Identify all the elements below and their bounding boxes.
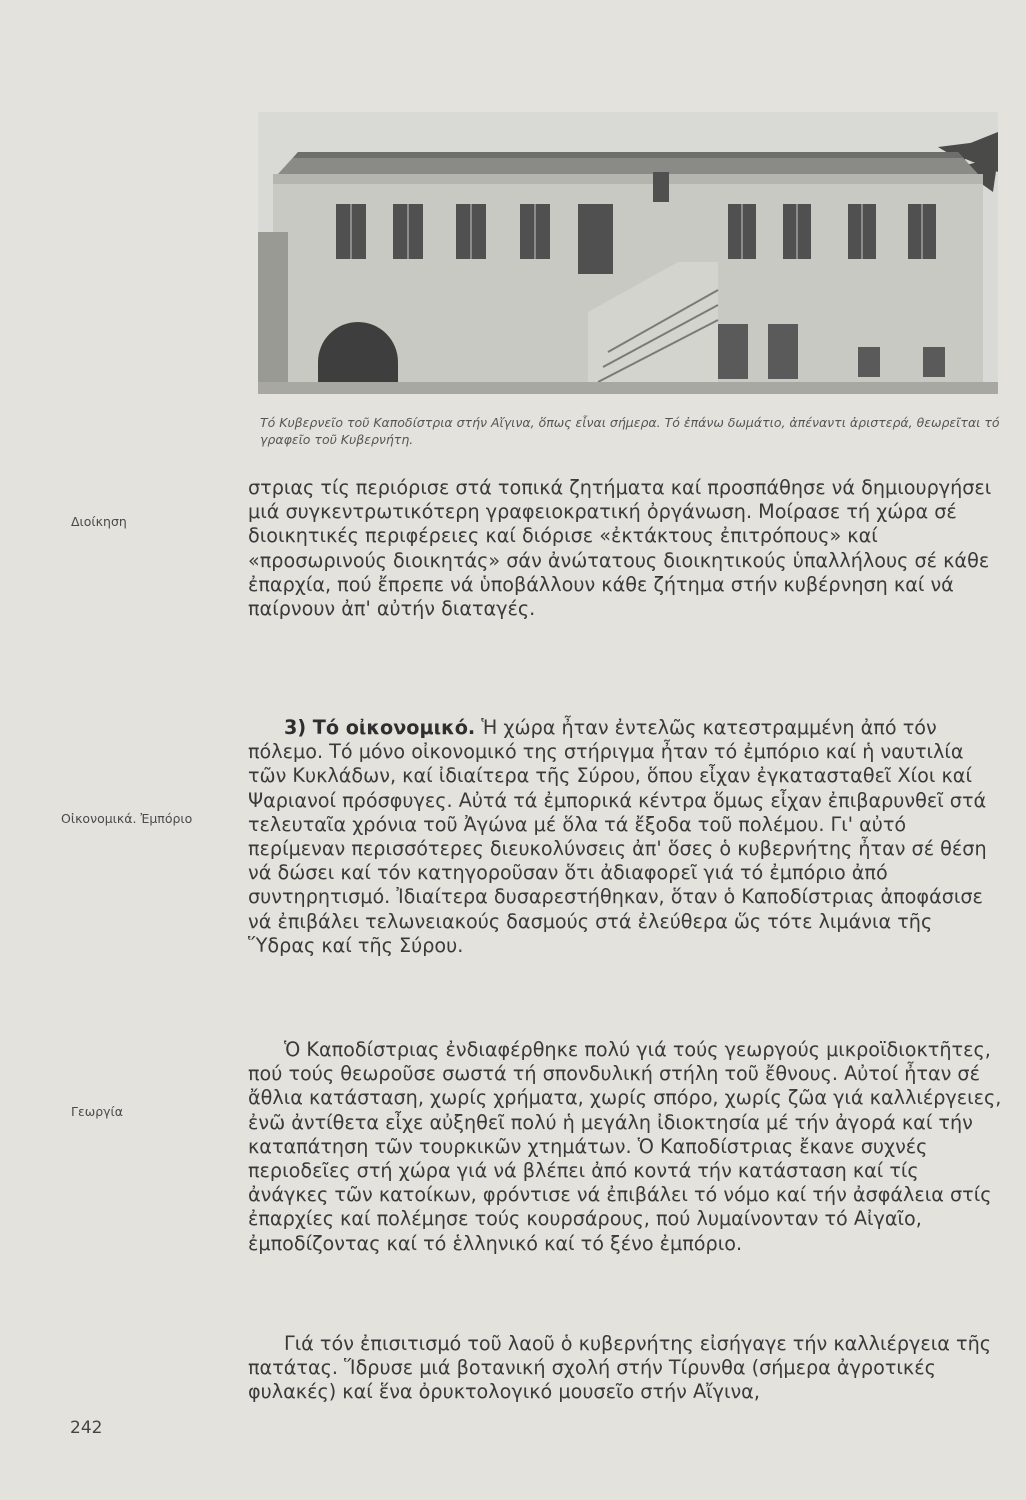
building-photo <box>258 112 998 394</box>
photo-caption: Τό Κυβερνεῖο τοῦ Καποδίστρια στήν Αἴγινα, ὅπως εἶναι σήμερα. Τό ἐπάνω δωμάτιο, ἀπέναντι ἀριστερά, θεωρεῖται τό γραφεῖο τοῦ Κυβερνήτη. <box>260 415 1000 447</box>
page-number: 242 <box>70 1418 103 1438</box>
margin-note-agriculture: Γεωργία <box>71 1104 123 1119</box>
paragraph-administration <box>248 476 1003 621</box>
food-supply-text: Γιά τόν ἐπισιτισμό τοῦ λαοῦ ὁ κυβερνήτης εἰσήγαγε τήν καλλιέργεια τῆς πατάτας. Ἵδρυσε μιά βοτανική σχολή στήν Τίρυνθα (σήμερα ἀγροτικές φυλακές) καί ἕνα ὀρυκτολογικό μουσεῖο στήν Αἴγινα, <box>248 1332 991 1404</box>
administration-text: στριας τίς περιόρισε στά τοπικά ζητήματα καί προσπάθησε νά δημιουργήσει μιά συγκεντρωτικότερη γραφειοκρατική ὀργάνωση. Μοίρασε τή χώρα σέ διοικητικές περιφέρειες καί διόρισε «ἐκτάκτους ἐπιτρόπους» καί «προσωρινούς διοικητάς» σάν ἀνώτατους διοικητικούς ὑπαλλήλους σέ κάθε ἐπαρχία, πού ἔπρεπε νά ὑποβάλλουν κάθε ζήτημα στήν κυβέρνηση καί νά παίρνουν ἀπ' αὐτήν διαταγές. <box>248 476 992 621</box>
margin-note-administration: Διοίκηση <box>71 514 127 529</box>
building-photo-icon <box>258 112 998 394</box>
agriculture-text: Ὁ Καποδίστριας ἐνδιαφέρθηκε πολύ γιά τούς γεωργούς μικροϊδιοκτῆτες, πού τούς θεωροῦσε σωστά τή σπονδυλική στήλη τοῦ ἔθνους. Αὐτοί ἦταν σέ ἄθλια κατάσταση, χωρίς χρήματα, χωρίς σπόρο, χωρίς ζῶα γιά καλλιέργειες, ἐνῶ ἀντίθετα εἶχε αὐξηθεῖ πολύ ἡ μεγάλη ἰδιοκτησία μέ τήν ἀγορά καί τήν καταπάτηση τῶν τουρκικῶν χτημάτων. Ὁ Καποδίστριας ἔκανε συχνές περιοδεῖες στή χώρα γιά νά βλέπει ἀπό κοντά τήν κατάσταση καί τίς ἀνάγκες τῶν κατοίκων, φρόντισε νά ἐπιβάλει τό νόμο καί τήν ἀσφάλεια στίς ἐπαρχίες καί πολέμησε τούς κουρσάρους, πού λυμαίνονταν τό Αἰγαῖο, ἐμποδίζοντας καί τό ἑλληνικό καί τό ξένο ἐμπόριο. <box>248 1038 1002 1255</box>
section-title-economy: 3) Τό οἰκονομικό. <box>284 716 476 739</box>
margin-note-economy: Οἰκονομικά. Ἐμπόριο <box>61 811 193 826</box>
paragraph-economy <box>248 716 1003 958</box>
paragraph-food-supply <box>248 1332 1003 1405</box>
paragraph-agriculture <box>248 1038 1003 1256</box>
economy-text: Ἡ χώρα ἦταν ἐντελῶς κατεστραμμένη ἀπό τόν πόλεμο. Τό μόνο οἰκονομικό της στήριγμα ἦταν τό ἐμπόριο καί ἡ ναυτιλία τῶν Κυκλάδων, καί ἰδιαίτερα τῆς Σύρου, ὅπου εἶχαν ἐγκατασταθεῖ Χίοι καί Ψαριανοί πρόσφυγες. Αὐτά τά ἐμπορικά κέντρα ὅμως εἶχαν ἐπιβαρυνθεῖ στά τελευταῖα χρόνια τοῦ Ἀγώνα μέ ὅλα τά ἔξοδα τοῦ πολέμου. Γι' αὐτό περίμεναν περισσότερες διευκολύνσεις ἀπ' ὅσες ὁ κυβερνήτης ἦταν σέ θέση νά δώσει καί τόν κατηγοροῦσαν ὅτι ἀδιαφορεῖ γιά τό ἐμπόριο ἀπό συντηρητισμό. Ἰδιαίτερα δυσαρεστήθηκαν, ὅταν ὁ Καποδίστριας ἀποφάσισε νά ἐπιβάλει τελωνειακούς δασμούς στά ἐλεύθερα ὥς τότε λιμάνια τῆς Ὕδρας καί τῆς Σύρου. <box>248 716 987 957</box>
